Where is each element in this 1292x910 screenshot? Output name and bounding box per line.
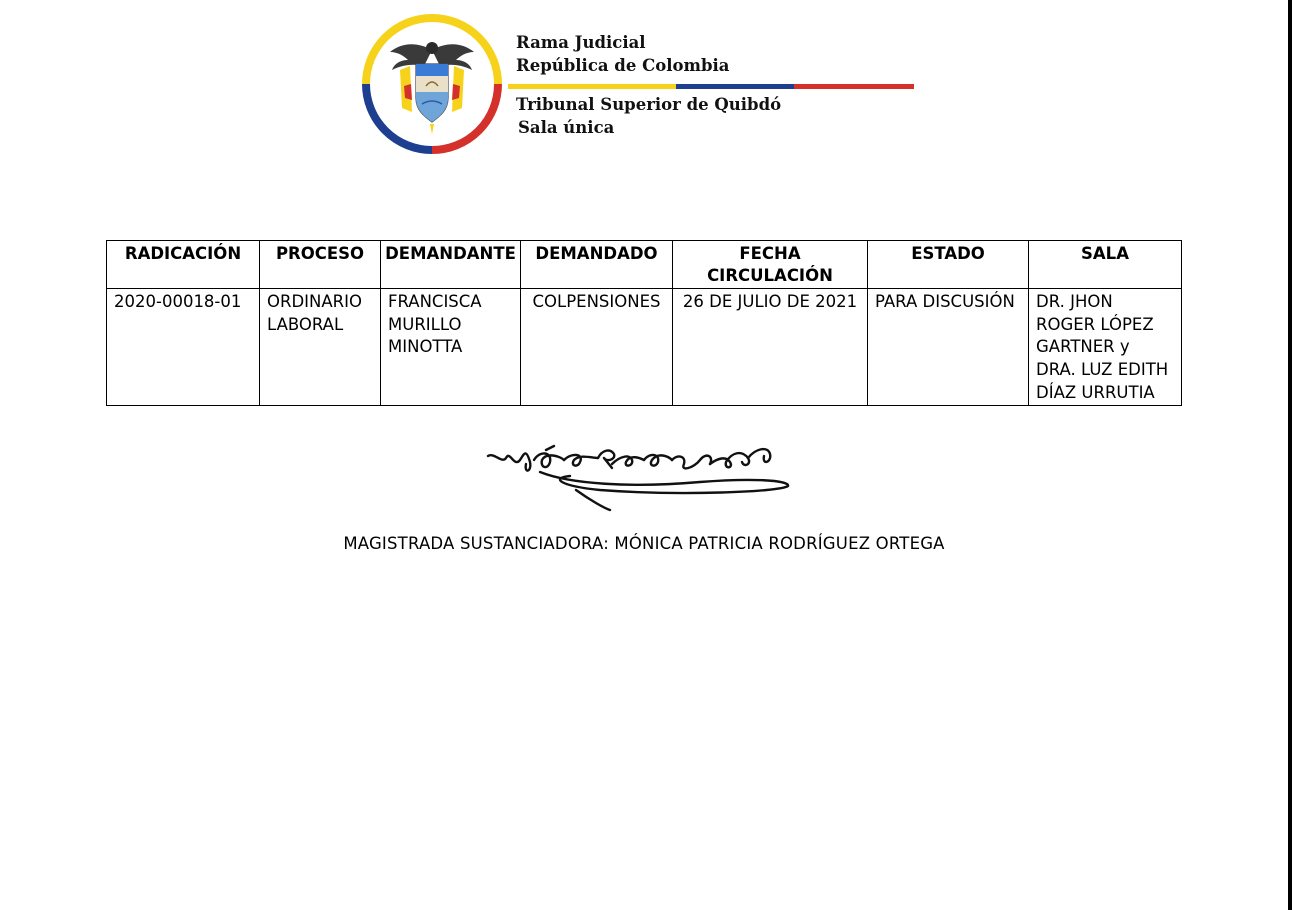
header-proceso: PROCESO	[260, 241, 381, 289]
header-institution	[516, 31, 729, 77]
header-sala: Sala única	[518, 118, 615, 137]
header-rama-judicial: Rama Judicial	[516, 33, 646, 52]
cases-table	[106, 240, 1182, 406]
header-estado: ESTADO	[868, 241, 1029, 289]
header-demandado: DEMANDADO	[521, 241, 673, 289]
signature-image	[480, 438, 800, 514]
tricolor-stripe-yellow	[508, 84, 676, 89]
header-demandante: DEMANDANTE	[381, 241, 521, 289]
header-tribunal: Tribunal Superior de Quibdó	[516, 95, 782, 114]
header-fecha-circulacion: FECHA CIRCULACIÓN	[673, 241, 868, 289]
cell-radicacion: 2020-00018-01	[107, 289, 260, 406]
cell-sala: DR. JHON ROGER LÓPEZ GARTNER y DRA. LUZ EDITH DÍAZ URRUTIA	[1029, 289, 1182, 406]
header-radicacion: RADICACIÓN	[107, 241, 260, 289]
header-republica: República de Colombia	[516, 56, 730, 75]
cell-estado: PARA DISCUSIÓN	[868, 289, 1029, 406]
tricolor-stripe-blue	[676, 84, 794, 89]
header-court	[516, 93, 781, 139]
table-header-row	[107, 241, 1182, 289]
cell-demandado: COLPENSIONES	[521, 289, 673, 406]
cell-fecha-circulacion: 26 DE JULIO DE 2021	[673, 289, 868, 406]
page-right-border	[1288, 0, 1292, 910]
tricolor-stripe-red	[794, 84, 914, 89]
cell-proceso: ORDINARIO LABORAL	[260, 289, 381, 406]
magistrate-name: MAGISTRADA SUSTANCIADORA: MÓNICA PATRICIA RODRÍGUEZ ORTEGA	[343, 534, 945, 553]
rama-judicial-emblem	[360, 12, 504, 156]
cell-demandante: FRANCISCA MURILLO MINOTTA	[381, 289, 521, 406]
header-sala: SALA	[1029, 241, 1182, 289]
table-row	[107, 289, 1182, 406]
